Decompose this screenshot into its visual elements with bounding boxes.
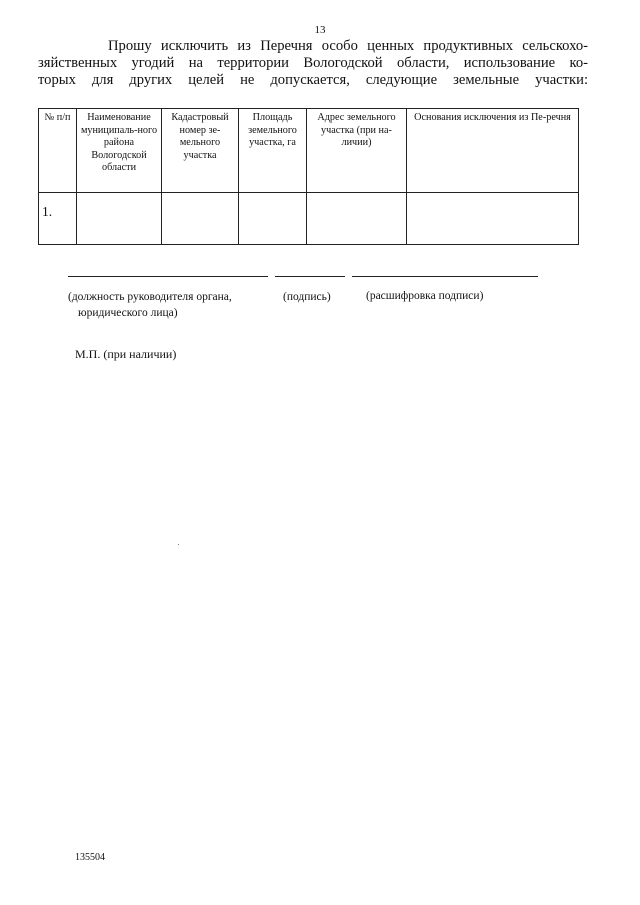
decoding-signature-line	[352, 276, 538, 277]
signature-line	[275, 276, 345, 277]
stamp-place-label: М.П. (при наличии)	[75, 347, 177, 361]
land-plots-table	[38, 108, 579, 245]
cell-exclusion-grounds	[407, 193, 579, 245]
header-cadastral-number: Кадастровый номер зе-мельного участка	[162, 109, 239, 193]
signature-caption: (подпись)	[283, 291, 331, 303]
intro-line: Прошу исключить из Перечня особо ценных продуктивных сельскохо-	[108, 38, 588, 54]
position-signature-line	[68, 276, 268, 277]
header-exclusion-grounds: Основания исключения из Пе-речня	[407, 109, 579, 193]
header-address: Адрес земельного участка (при на-личии)	[307, 109, 407, 193]
header-district: Наименование муниципаль-ного района Вологодской области	[77, 109, 162, 193]
position-caption-continued: юридического лица)	[78, 307, 178, 319]
decoding-caption: (расшифровка подписи)	[366, 290, 484, 302]
cell-area	[239, 193, 307, 245]
footer-code: 135504	[75, 852, 105, 863]
cell-address	[307, 193, 407, 245]
header-number: № п/п	[39, 109, 77, 193]
cell-district	[77, 193, 162, 245]
cell-number: 1.	[39, 193, 77, 245]
intro-paragraph	[38, 38, 588, 89]
intro-line: зяйственных угодий на территории Вологодской области, использование ко-	[38, 55, 588, 71]
scan-speck	[178, 544, 179, 545]
position-caption: (должность руководителя органа,	[68, 291, 232, 303]
page-number: 13	[314, 24, 326, 36]
intro-line: торых для других целей не допускается, следующие земельные участки:	[38, 72, 588, 88]
table-row	[39, 193, 579, 245]
cell-cadastral-number	[162, 193, 239, 245]
header-area: Площадь земельного участка, га	[239, 109, 307, 193]
table-header-row	[39, 109, 579, 193]
